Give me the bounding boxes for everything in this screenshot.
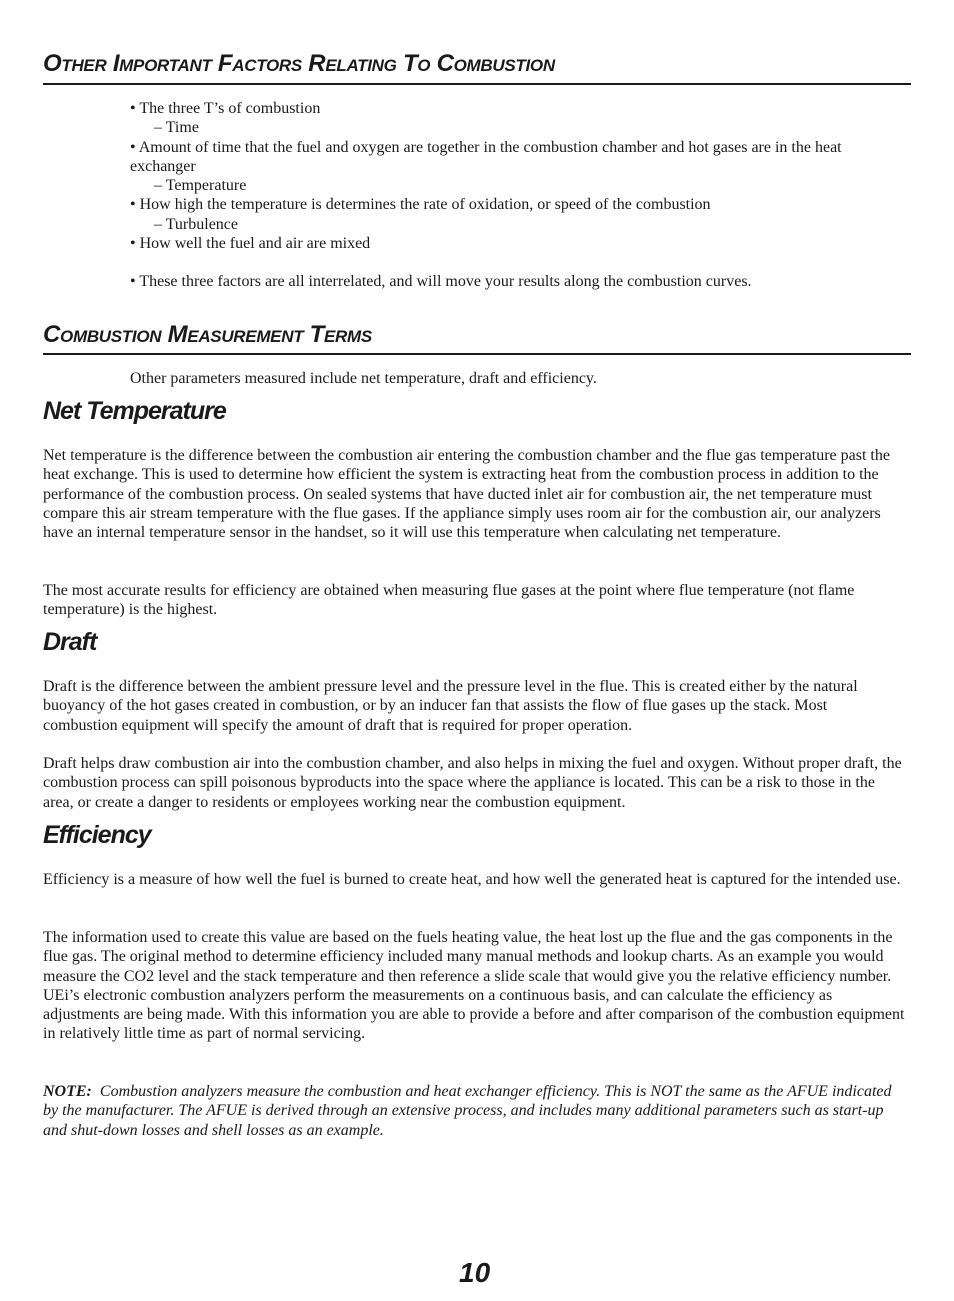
bullet-time-description: • Amount of time that the fuel and oxygen are together in the combustion chamber and hot gases are in the heat exchanger: [130, 138, 842, 175]
net-temperature-paragraph-1: Net temperature is the difference between the combustion air entering the combustion chamber and the flue gas temperature past the heat exchange. This is used to determine how efficient the system is extracting heat from the combustion process in addition to the performance of the combustion process. On sealed systems that have ducted inlet air for combustion air, the net temperature must compare this air stream temperature with the flue gases. If the appliance simply uses room air for the combustion air, our analyzers have an internal temperature sensor in the handset, so it will use this temperature when calculating net temperature.: [43, 447, 890, 542]
heading-rule: [43, 353, 911, 355]
heading-efficiency: Efficiency: [43, 821, 151, 849]
bullet-turbulence-description: • How well the fuel and air are mixed: [130, 235, 371, 253]
efficiency-paragraph-2: The information used to create this value are based on the fuels heating value, the heat lost up the flue and the gas components in the flue gas. The original method to determine efficiency included many manual methods and lookup charts. As an example you would measure the CO2 level and the stack temperature and then reference a slide scale that would give you the relative efficiency number. UEi’s electronic combustion analyzers perform the measurements on a continuous basis, and can calculate the efficiency as adjustments are being made. With this information you are able to provide a before and after comparison of the combustion equipment in relatively little time as part of normal servicing.: [43, 929, 905, 1043]
draft-paragraph-1: Draft is the difference between the ambient pressure level and the pressure level in the flue. This is created either by the natural buoyancy of the hot gases created in combustion, or by an inducer fan that assists the flow of flue gases up the stack. Most combustion equipment will specify the amount of draft that is required for proper operation.: [43, 678, 858, 734]
terms-intro: Other parameters measured include net temperature, draft and efficiency.: [130, 370, 597, 387]
section-heading-terms: Combustion Measurement Terms: [43, 321, 372, 348]
factors-bullet-list: [130, 99, 905, 292]
net-temperature-paragraph-2: The most accurate results for efficiency are obtained when measuring flue gases at the point where flue temperature (not flame temperature) is the highest.: [43, 582, 855, 619]
dash-item-time: – Time: [154, 119, 199, 137]
note-label: NOTE:: [43, 1083, 92, 1100]
bullet-spacer: [130, 253, 905, 272]
bullet-interrelated: • These three factors are all interrelated, and will move your results along the combustion curves.: [130, 273, 752, 291]
heading-draft: Draft: [43, 628, 97, 656]
bullet-temperature-description: • How high the temperature is determines the rate of oxidation, or speed of the combustion: [130, 196, 711, 214]
section-heading-factors: Other Important Factors Relating To Combustion: [43, 50, 555, 77]
note-paragraph: [43, 1082, 905, 1140]
heading-net-temperature: Net Temperature: [43, 397, 226, 425]
efficiency-paragraph-1: Efficiency is a measure of how well the fuel is burned to create heat, and how well the generated heat is captured for the intended use.: [43, 871, 901, 888]
page-number: 10: [459, 1257, 491, 1288]
draft-paragraph-2: Draft helps draw combustion air into the combustion chamber, and also helps in mixing the fuel and oxygen. Without proper draft, the combustion process can spill poisonous byproducts into the space where the appliance is located. This can be a risk to those in the area, or create a danger to residents or employees working near the combustion equipment.: [43, 755, 902, 811]
dash-item-turbulence: – Turbulence: [154, 215, 238, 233]
heading-rule: [43, 83, 911, 85]
bullet-three-ts: • The three T’s of combustion: [130, 100, 321, 117]
dash-item-temperature: – Temperature: [154, 177, 247, 195]
note-text: Combustion analyzers measure the combustion and heat exchanger efficiency. This is NOT the same as the AFUE indicated by the manufacturer. The AFUE is derived through an extensive process, and includes many additional parameters such as start-up and shut-down losses and shell losses as an example.: [43, 1083, 892, 1139]
